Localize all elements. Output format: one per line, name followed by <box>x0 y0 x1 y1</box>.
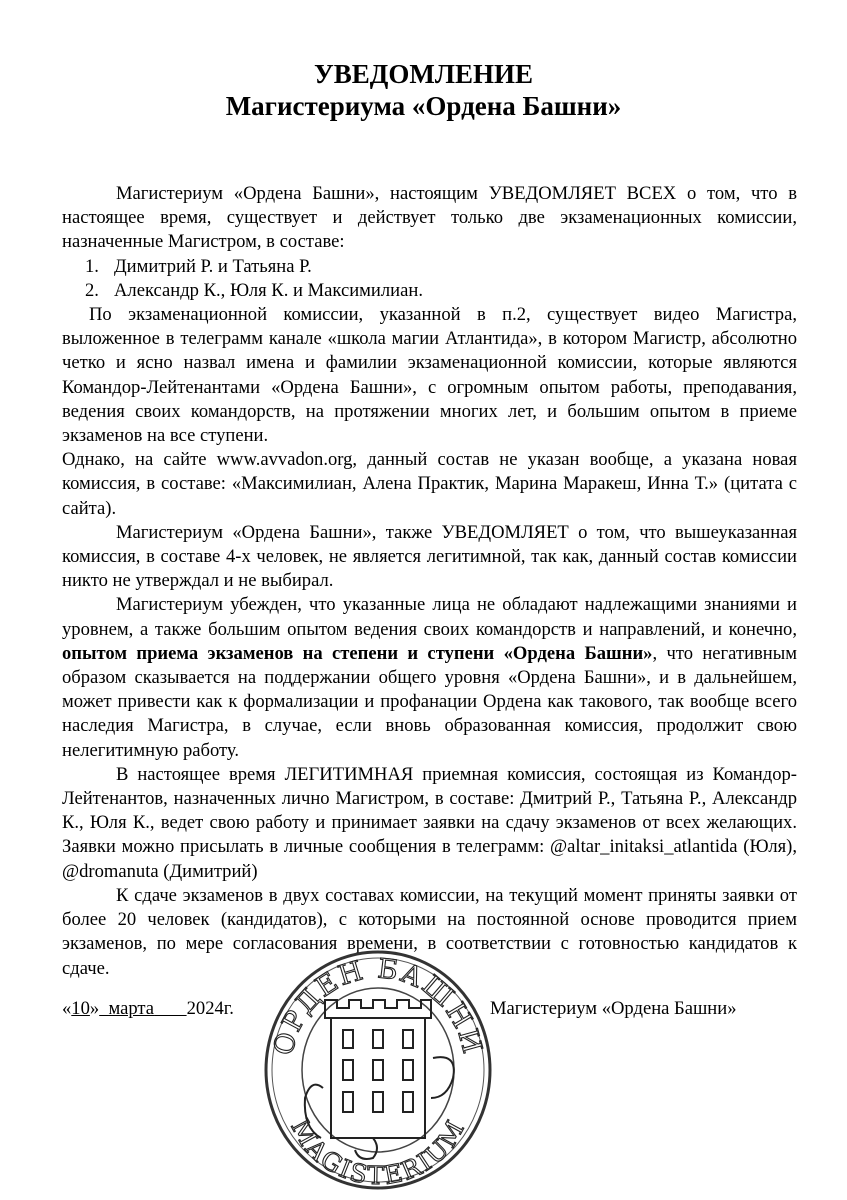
date-quote-close: » <box>89 998 100 1019</box>
svg-text:ОРДЕН БАШНИ <box>268 953 488 1058</box>
list-item-1-text: Димитрий Р. и Татьяна Р. <box>114 255 312 277</box>
list-number-1: 1. <box>85 255 99 277</box>
document-subtitle: Магистериума «Ордена Башни» <box>225 91 622 121</box>
seal-bottom-text: MAGISTERIUM <box>285 1114 471 1191</box>
paragraph-1: Магистериум «Ордена Башни», настоящим УВЕДОМЛЯЕТ ВСЕХ о том, что в настоящее время, существует и действует только две экзаменационных комиссии, назначенные Магистром, в составе: <box>62 183 797 253</box>
paragraph-5-bold: опытом приема экзаменов на степени и ступени «Ордена Башни» <box>62 642 653 664</box>
order-seal-stamp <box>263 948 493 1192</box>
date-day: 10 <box>71 998 90 1019</box>
tower-icon <box>305 1000 454 1159</box>
paragraph-4: Магистериум «Ордена Башни», также УВЕДОМЛЯЕТ о том, что вышеуказанная комиссия, в составе 4-х человек, не является легитимной, так как, данный состав комиссии никто не утверждал и не выбирал. <box>62 521 797 592</box>
paragraph-2: По экзаменационной комиссии, указанной в п.2, существует видео Магистра, выложенное в телеграмм канале «школа магии Атлантида», в котором Магистр, абсолютно четко и ясно назвал имена и фамилии экзаменационной комиссии, которые являются Командор-Лейтенантами «Ордена Башни», с огромным опытом работы, преподавания, ведения своих командорств, на протяжении многих лет, и большим опытом в приеме экзаменов на все ступени. <box>62 304 797 447</box>
seal-top-text: ОРДЕН БАШНИ <box>267 953 489 1059</box>
list-item-1 <box>62 255 797 279</box>
date-quote-open: « <box>62 998 72 1019</box>
date-month: марта <box>108 998 155 1019</box>
paragraph-3: Однако, на сайте www.avvadon.org, данный состав не указан вообще, а указана новая комиссия, в составе: «Максимилиан, Алена Практик, Марина Маракеш, Инна Т.» (цитата с сайта). <box>62 449 797 519</box>
date-blank-2 <box>154 998 187 1019</box>
signature-organization: Магистериум «Ордена Башни» <box>490 998 737 1019</box>
signature-date <box>62 997 234 1021</box>
list-item-2 <box>62 279 797 303</box>
paragraph-5 <box>62 593 797 762</box>
document-title: УВЕДОМЛЕНИЕ <box>313 59 534 89</box>
list-number-2: 2. <box>85 279 99 301</box>
paragraph-5-end: , что негативным образом сказывается на поддержании общего уровня «Ордена Башни», и в дальнейшем, может привести как к формализации и профанации Ордена как такового, так вообще всего наследия Магистра, в случае, если вновь образованная комиссия, продолжит свою нелегитимную работу. <box>62 642 798 761</box>
list-item-2-text: Александр К., Юля К. и Максимилиан. <box>114 279 423 301</box>
paragraph-7: К сдаче экзаменов в двух составах комиссии, на текущий момент приняты заявки от более 20 человек (кандидатов), с которыми на постоянной основе проводится прием экзаменов, по мере согласования времени, в соответствии с готовностью кандидатов к сдаче. <box>62 884 797 979</box>
date-year: 2024г. <box>186 998 234 1019</box>
paragraph-6: В настоящее время ЛЕГИТИМНАЯ приемная комиссия, состоящая из Командор-Лейтенантов, назначенных лично Магистром, в составе: Дмитрий Р., Татьяна Р., Александр К., Юля К., ведет свою работу и принимает заявки на сдачу экзаменов от всех желающих. Заявки можно присылать в личные сообщения в телеграмм: @altar_initaksi_atlantida (Юля), @dromanuta (Димитрий) <box>62 763 797 882</box>
document-body <box>62 182 797 981</box>
paragraph-5-start: Магистериум убежден, что указанные лица не обладают надлежащими знаниями и уровнем, а также большим опытом ведения своих командорств и направлений, и конечно, <box>62 594 797 640</box>
